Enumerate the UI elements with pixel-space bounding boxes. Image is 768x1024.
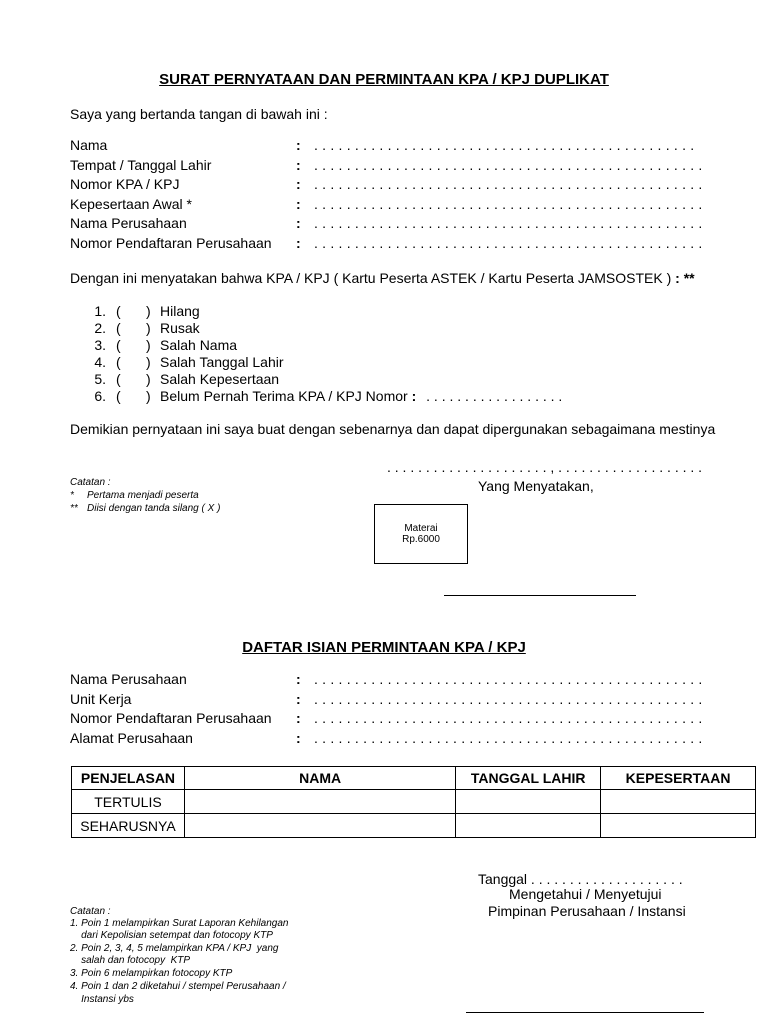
field-label-nomor-pendaftaran: Nomor Pendaftaran Perusahaan [70, 235, 272, 251]
field-label-kepesertaan-awal: Kepesertaan Awal * [70, 196, 192, 212]
field-fill-nomor-kpa[interactable]: . . . . . . . . . . . . . . . . . . . . . . . . . . . . . . . . . . . . . . . . . . . . . . . . [314, 176, 703, 192]
note-text: Pertama menjadi peserta [87, 490, 199, 501]
option-colon: : [411, 388, 417, 404]
option-checkbox-close[interactable]: ) [146, 371, 151, 387]
field-colon: : [296, 137, 301, 153]
option-salah-kepesertaan: Salah Kepesertaan [160, 371, 280, 387]
cell-kepesertaan[interactable] [601, 814, 756, 838]
field-fill-tempat-tanggal-lahir[interactable]: . . . . . . . . . . . . . . . . . . . . . . . . . . . . . . . . . . . . . . . . . . . . . . . . [314, 157, 703, 173]
option-number: 3. [94, 337, 106, 353]
field-fill-nama-perusahaan[interactable]: . . . . . . . . . . . . . . . . . . . . . . . . . . . . . . . . . . . . . . . . . . . . . . . . [314, 215, 703, 231]
note-item: 3. Poin 6 melampirkan fotocopy KTP [70, 968, 233, 979]
notes-title: Catatan : [70, 477, 111, 488]
option-checkbox-close[interactable]: ) [146, 320, 151, 336]
note-item: 1. Poin 1 melampirkan Surat Laporan Kehilangan [70, 918, 289, 929]
header-nama: NAMA [184, 767, 455, 790]
field-colon: : [296, 235, 301, 251]
option-hilang: Hilang [160, 303, 200, 319]
field-colon: : [296, 196, 301, 212]
correction-table [71, 766, 756, 838]
table-row [72, 814, 756, 838]
option-rusak: Rusak [160, 320, 200, 336]
cell-nama[interactable] [184, 814, 455, 838]
approver-signature-line[interactable] [466, 1012, 704, 1013]
option-checkbox-open[interactable]: ( [116, 371, 121, 387]
stamp-box [374, 504, 468, 564]
field-label-tempat-tanggal-lahir: Tempat / Tanggal Lahir [70, 157, 212, 173]
place-date-fill[interactable]: . . . . . . . . . . . . . . . . . . . . . , . . . . . . . . . . . . . . . . . . . [387, 459, 703, 475]
field-colon: : [296, 710, 301, 726]
field-colon: : [296, 157, 301, 173]
field-fill-kepesertaan-awal[interactable]: . . . . . . . . . . . . . . . . . . . . . . . . . . . . . . . . . . . . . . . . . . . . . . . . [314, 196, 703, 212]
cell-tanggal-lahir[interactable] [456, 790, 601, 814]
note-item: dari Kepolisian setempat dan fotocopy KTP [70, 930, 273, 941]
form2-title: DAFTAR ISIAN PERMINTAAN KPA / KPJ [242, 639, 526, 656]
option-checkbox-close[interactable]: ) [146, 388, 151, 404]
option-belum-pernah-terima [160, 388, 562, 404]
field-fill-nama[interactable]: . . . . . . . . . . . . . . . . . . . . . . . . . . . . . . . . . . . . . . . . . . . . . . . [314, 137, 695, 153]
header-penjelasan: PENJELASAN [72, 767, 185, 790]
field-label-nama-perusahaan: Nama Perusahaan [70, 671, 187, 687]
form1-title: SURAT PERNYATAAN DAN PERMINTAAN KPA / KPJ DUPLIKAT [159, 71, 609, 88]
option-checkbox-close[interactable]: ) [146, 337, 151, 353]
header-tanggal-lahir: TANGGAL LAHIR [456, 767, 601, 790]
field-colon: : [296, 215, 301, 231]
notes-title: Catatan : [70, 906, 111, 917]
option-number: 4. [94, 354, 106, 370]
option-number: 6. [94, 388, 106, 404]
option-salah-nama: Salah Nama [160, 337, 238, 353]
approver-title: Pimpinan Perusahaan / Instansi [488, 903, 686, 919]
date-fill[interactable]: Tanggal . . . . . . . . . . . . . . . . . . . . [478, 871, 683, 887]
cell-tanggal-lahir[interactable] [456, 814, 601, 838]
note-item [70, 490, 199, 501]
table-row [72, 790, 756, 814]
note-text: Diisi dengan tanda silang ( X ) [87, 503, 221, 514]
field-fill-nomor-pendaftaran[interactable]: . . . . . . . . . . . . . . . . . . . . . . . . . . . . . . . . . . . . . . . . . . . . . . . . [314, 235, 703, 251]
cell-nama[interactable] [184, 790, 455, 814]
header-kepesertaan: KEPESERTAAN [601, 767, 756, 790]
option-checkbox-close[interactable]: ) [146, 354, 151, 370]
row-label-seharusnya: SEHARUSNYA [72, 814, 185, 838]
approval-label: Mengetahui / Menyetujui [509, 886, 662, 902]
note-mark: ** [70, 503, 78, 514]
note-item: 4. Poin 1 dan 2 diketahui / stempel Perusahaan / [70, 981, 286, 992]
note-item: 2. Poin 2, 3, 4, 5 melampirkan KPA / KPJ yang [70, 943, 279, 954]
field-label-nama-perusahaan: Nama Perusahaan [70, 215, 187, 231]
field-colon: : [296, 730, 301, 746]
statement [70, 270, 695, 286]
field-fill-alamat-perusahaan[interactable]: . . . . . . . . . . . . . . . . . . . . . . . . . . . . . . . . . . . . . . . . . . . . . . . . [314, 730, 703, 746]
option-checkbox-close[interactable]: ) [146, 303, 151, 319]
field-colon: : [296, 176, 301, 192]
note-mark: * [70, 490, 74, 501]
option-checkbox-open[interactable]: ( [116, 354, 121, 370]
note-item: salah dan fotocopy KTP [70, 955, 191, 966]
option-checkbox-open[interactable]: ( [116, 388, 121, 404]
field-label-nomor-pendaftaran: Nomor Pendaftaran Perusahaan [70, 710, 272, 726]
option-fill[interactable]: . . . . . . . . . . . . . . . . . . [426, 388, 563, 404]
field-fill-nomor-pendaftaran[interactable]: . . . . . . . . . . . . . . . . . . . . . . . . . . . . . . . . . . . . . . . . . . . . . . . . [314, 710, 703, 726]
option-number: 2. [94, 320, 106, 336]
field-fill-unit-kerja[interactable]: . . . . . . . . . . . . . . . . . . . . . . . . . . . . . . . . . . . . . . . . . . . . . . . . [314, 691, 703, 707]
field-colon: : [296, 691, 301, 707]
option-text: Belum Pernah Terima KPA / KPJ Nomor [160, 388, 408, 404]
signature-line[interactable] [444, 595, 636, 596]
stamp-label: Materai [404, 523, 438, 534]
field-label-nama: Nama [70, 137, 108, 153]
option-checkbox-open[interactable]: ( [116, 303, 121, 319]
statement-text: Dengan ini menyatakan bahwa KPA / KPJ ( Kartu Peserta ASTEK / Kartu Peserta JAMSOSTEK ) [70, 270, 672, 286]
closing-statement: Demikian pernyataan ini saya buat dengan sebenarnya dan dapat dipergunakan sebagaimana mestinya [70, 421, 716, 437]
note-item [70, 503, 220, 514]
option-number: 1. [94, 303, 106, 319]
table-header-row [72, 767, 756, 790]
field-fill-nama-perusahaan[interactable]: . . . . . . . . . . . . . . . . . . . . . . . . . . . . . . . . . . . . . . . . . . . . . . . . [314, 671, 703, 687]
row-label-tertulis: TERTULIS [72, 790, 185, 814]
field-label-alamat-perusahaan: Alamat Perusahaan [70, 730, 193, 746]
statement-mark: : ** [675, 270, 695, 286]
signer-label: Yang Menyatakan, [478, 478, 594, 494]
option-salah-tanggal-lahir: Salah Tanggal Lahir [160, 354, 284, 370]
field-label-unit-kerja: Unit Kerja [70, 691, 132, 707]
stamp-amount: Rp.6000 [402, 534, 440, 545]
cell-kepesertaan[interactable] [601, 790, 756, 814]
option-number: 5. [94, 371, 106, 387]
option-checkbox-open[interactable]: ( [116, 337, 121, 353]
field-colon: : [296, 671, 301, 687]
option-checkbox-open[interactable]: ( [116, 320, 121, 336]
field-label-nomor-kpa: Nomor KPA / KPJ [70, 176, 180, 192]
note-item: Instansi ybs [70, 994, 134, 1005]
form1-intro: Saya yang bertanda tangan di bawah ini : [70, 106, 328, 122]
